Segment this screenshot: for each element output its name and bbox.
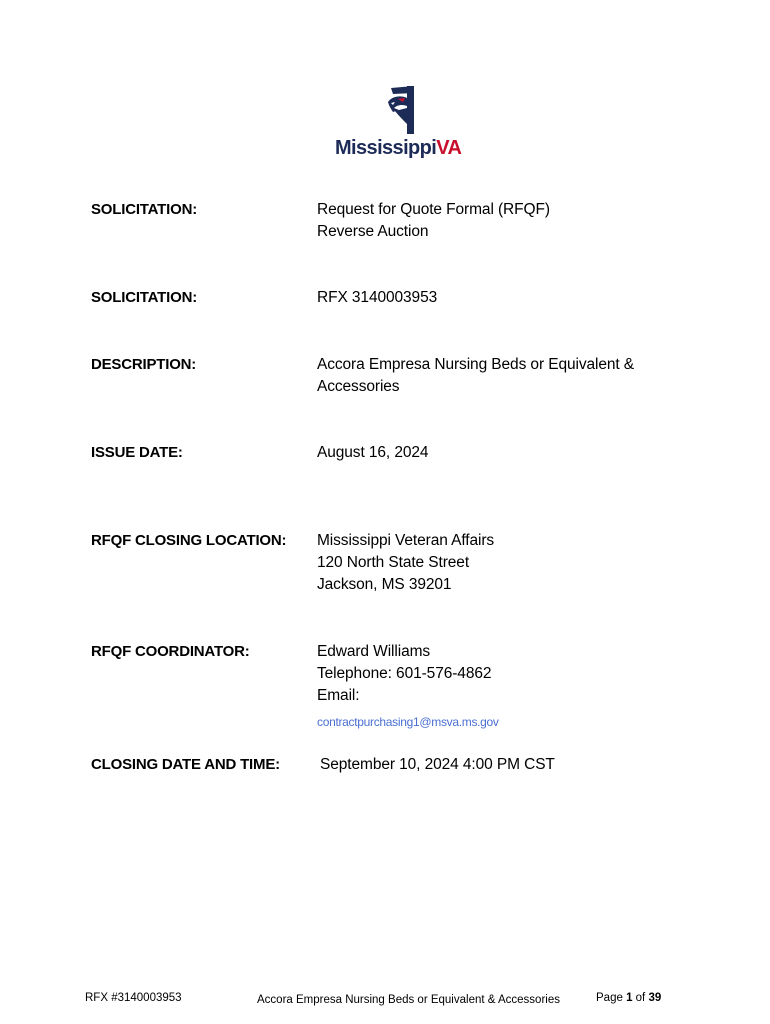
issue-date-value bbox=[317, 442, 428, 464]
solicitation-type-line-1: Request for Quote Formal (RFQF) bbox=[317, 201, 550, 218]
page-current: 1 bbox=[626, 992, 633, 1004]
issue-date-line-1: August 16, 2024 bbox=[317, 444, 429, 461]
logo-wordmark bbox=[335, 137, 461, 160]
page-of: of bbox=[632, 992, 649, 1004]
closing-location-value bbox=[317, 530, 494, 596]
description-line-2: Accessories bbox=[317, 378, 400, 395]
solicitation-type-value bbox=[317, 199, 550, 243]
logo-text-main: Mississippi bbox=[335, 137, 437, 159]
closing-date-value bbox=[320, 754, 555, 776]
coordinator-telephone: Telephone: 601-576-4862 bbox=[317, 665, 492, 682]
coordinator-email-link[interactable]: contractpurchasing1@msva.ms.gov bbox=[317, 715, 499, 729]
page-prefix: Page bbox=[596, 992, 627, 1004]
coordinator-name: Edward Williams bbox=[317, 643, 431, 660]
solicitation-number-label: SOLICITATION: bbox=[91, 289, 197, 306]
footer-page-number bbox=[596, 992, 661, 1004]
footer-title: Accora Empresa Nursing Beds or Equivalent & Accessories bbox=[257, 994, 560, 1006]
closing-location-line-2: 120 North State Street bbox=[317, 554, 470, 571]
coordinator-value bbox=[317, 641, 499, 733]
closing-date-label: CLOSING DATE AND TIME: bbox=[91, 756, 280, 773]
solicitation-number-line-1: RFX 3140003953 bbox=[317, 289, 438, 306]
coordinator-label: RFQF COORDINATOR: bbox=[91, 643, 250, 660]
eagle-flag-icon bbox=[383, 84, 423, 136]
page-total: 39 bbox=[648, 992, 662, 1004]
description-value bbox=[317, 354, 634, 398]
description-label: DESCRIPTION: bbox=[91, 356, 197, 373]
closing-date-line-1: September 10, 2024 4:00 PM CST bbox=[320, 756, 555, 773]
closing-location-label: RFQF CLOSING LOCATION: bbox=[91, 532, 287, 549]
solicitation-type-label: SOLICITATION: bbox=[91, 201, 197, 218]
closing-location-line-3: Jackson, MS 39201 bbox=[317, 576, 452, 593]
footer-rfx-number: RFX #3140003953 bbox=[85, 992, 182, 1004]
mississippi-va-logo bbox=[335, 84, 475, 164]
description-line-1: Accora Empresa Nursing Beds or Equivalent & bbox=[317, 356, 635, 373]
solicitation-number-value bbox=[317, 287, 437, 309]
logo-text-accent: VA bbox=[436, 137, 462, 159]
issue-date-label: ISSUE DATE: bbox=[91, 444, 183, 461]
closing-location-line-1: Mississippi Veteran Affairs bbox=[317, 532, 495, 549]
coordinator-email-label: Email: bbox=[317, 687, 360, 704]
solicitation-type-line-2: Reverse Auction bbox=[317, 223, 429, 240]
